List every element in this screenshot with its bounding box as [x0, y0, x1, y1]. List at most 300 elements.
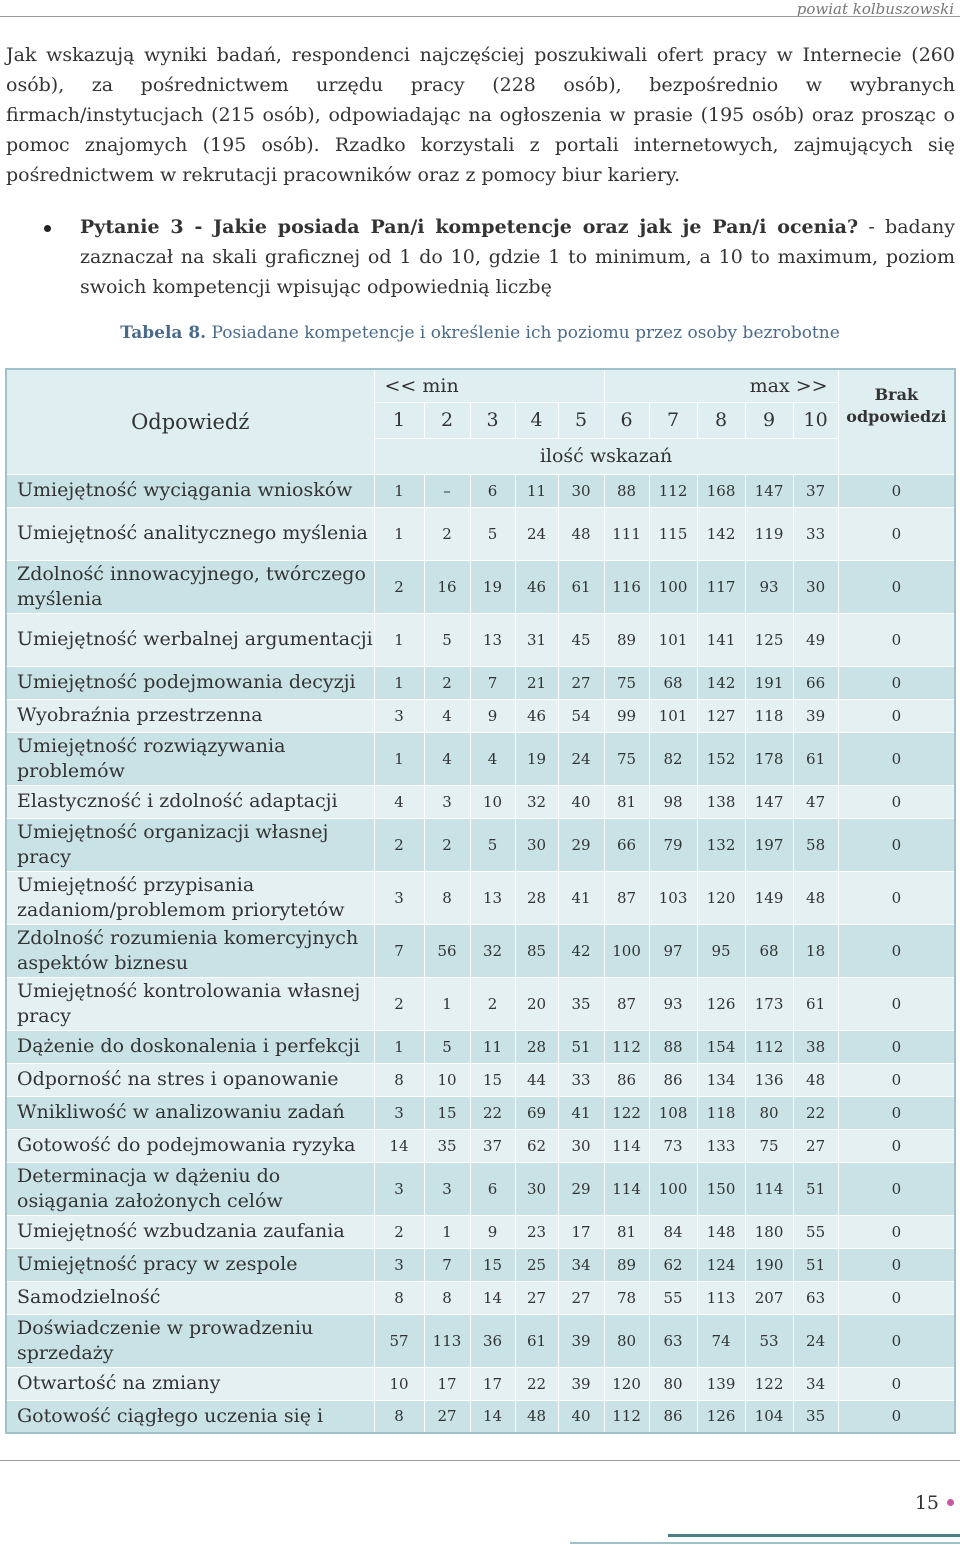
count-cell: 3: [374, 1162, 424, 1215]
row-label: Wyobraźnia przestrzenna: [6, 699, 374, 732]
count-cell: 190: [745, 1248, 793, 1281]
count-cell: 100: [649, 560, 697, 613]
count-cell: 63: [649, 1314, 697, 1367]
count-cell: 154: [697, 1030, 745, 1063]
table-caption: [0, 323, 960, 343]
count-cell: 27: [793, 1129, 838, 1162]
count-cell: 95: [697, 924, 745, 977]
count-cell: 8: [374, 1063, 424, 1096]
no-answer-cell: 0: [838, 1215, 955, 1248]
scale-header-8: 8: [697, 402, 745, 438]
no-answer-cell: 0: [838, 871, 955, 924]
header-min: << min: [374, 369, 604, 402]
table-row: [6, 871, 955, 924]
count-cell: 3: [424, 1162, 470, 1215]
count-cell: 25: [515, 1248, 558, 1281]
row-label: Gotowość ciągłego uczenia się i: [6, 1400, 374, 1433]
scale-header-5: 5: [558, 402, 604, 438]
no-answer-cell: 0: [838, 1063, 955, 1096]
count-cell: 29: [558, 1162, 604, 1215]
scale-header-3: 3: [470, 402, 515, 438]
row-label: Umiejętność kontrolowania własnej pracy: [6, 977, 374, 1030]
count-cell: 42: [558, 924, 604, 977]
count-cell: 5: [424, 613, 470, 666]
count-cell: 112: [649, 474, 697, 507]
count-cell: 35: [793, 1400, 838, 1433]
count-cell: 31: [515, 613, 558, 666]
count-cell: 75: [604, 666, 649, 699]
row-label: Umiejętność wzbudzania zaufania: [6, 1215, 374, 1248]
count-cell: 100: [604, 924, 649, 977]
count-cell: 39: [558, 1314, 604, 1367]
count-cell: 178: [745, 732, 793, 785]
count-cell: 101: [649, 699, 697, 732]
count-cell: 21: [515, 666, 558, 699]
count-cell: 14: [374, 1129, 424, 1162]
count-cell: 79: [649, 818, 697, 871]
count-cell: 2: [374, 1215, 424, 1248]
row-label: Determinacja w dążeniu do osiągania założonych celów: [6, 1162, 374, 1215]
count-cell: 24: [558, 732, 604, 785]
count-cell: 23: [515, 1215, 558, 1248]
row-label: Doświadczenie w prowadzeniu sprzedaży: [6, 1314, 374, 1367]
count-cell: 8: [374, 1400, 424, 1433]
count-cell: 34: [793, 1367, 838, 1400]
row-label: Umiejętność przypisania zadaniom/problemom priorytetów: [6, 871, 374, 924]
no-answer-cell: 0: [838, 560, 955, 613]
count-cell: 35: [424, 1129, 470, 1162]
count-cell: 1: [374, 474, 424, 507]
count-cell: 6: [470, 1162, 515, 1215]
count-cell: 148: [697, 1215, 745, 1248]
count-cell: 17: [424, 1367, 470, 1400]
count-cell: 4: [374, 785, 424, 818]
count-cell: 89: [604, 613, 649, 666]
page-dot-icon: [947, 1499, 954, 1506]
table-row: [6, 1030, 955, 1063]
count-cell: 134: [697, 1063, 745, 1096]
no-answer-cell: 0: [838, 666, 955, 699]
row-label: Zdolność innowacyjnego, twórczego myślenia: [6, 560, 374, 613]
count-cell: 142: [697, 507, 745, 560]
footer-bar-light: [570, 1542, 960, 1544]
count-cell: 10: [374, 1367, 424, 1400]
count-cell: 66: [604, 818, 649, 871]
row-label: Umiejętność pracy w zespole: [6, 1248, 374, 1281]
no-answer-cell: 0: [838, 1162, 955, 1215]
count-cell: 93: [745, 560, 793, 613]
count-cell: 55: [793, 1215, 838, 1248]
count-cell: 27: [558, 1281, 604, 1314]
scale-header-9: 9: [745, 402, 793, 438]
count-cell: 139: [697, 1367, 745, 1400]
count-cell: 142: [697, 666, 745, 699]
count-cell: 101: [649, 613, 697, 666]
count-cell: 44: [515, 1063, 558, 1096]
count-cell: 16: [424, 560, 470, 613]
footer-rule: [0, 1460, 960, 1461]
count-cell: 126: [697, 977, 745, 1030]
count-cell: 62: [649, 1248, 697, 1281]
count-cell: 100: [649, 1162, 697, 1215]
count-cell: 37: [793, 474, 838, 507]
count-cell: 11: [515, 474, 558, 507]
count-cell: 57: [374, 1314, 424, 1367]
count-cell: 3: [374, 699, 424, 732]
count-cell: 180: [745, 1215, 793, 1248]
count-cell: 34: [558, 1248, 604, 1281]
count-cell: 150: [697, 1162, 745, 1215]
count-cell: 48: [793, 871, 838, 924]
row-label: Odporność na stres i opanowanie: [6, 1063, 374, 1096]
no-answer-cell: 0: [838, 732, 955, 785]
count-cell: 28: [515, 871, 558, 924]
no-answer-cell: 0: [838, 818, 955, 871]
count-cell: 40: [558, 1400, 604, 1433]
count-cell: 41: [558, 871, 604, 924]
count-cell: 4: [424, 732, 470, 785]
header-rule: [0, 16, 960, 17]
no-answer-cell: 0: [838, 1030, 955, 1063]
count-cell: 63: [793, 1281, 838, 1314]
count-cell: 24: [793, 1314, 838, 1367]
count-cell: 126: [697, 1400, 745, 1433]
count-cell: 53: [745, 1314, 793, 1367]
no-answer-cell: 0: [838, 1400, 955, 1433]
count-cell: 73: [649, 1129, 697, 1162]
count-cell: 5: [424, 1030, 470, 1063]
count-cell: 46: [515, 699, 558, 732]
table-row: [6, 1314, 955, 1367]
count-cell: 13: [470, 871, 515, 924]
count-cell: 108: [649, 1096, 697, 1129]
header-count: ilość wskazań: [374, 438, 838, 474]
count-cell: 40: [558, 785, 604, 818]
running-header: powiat kolbuszowski: [796, 0, 954, 18]
count-cell: 33: [558, 1063, 604, 1096]
row-label: Umiejętność organizacji własnej pracy: [6, 818, 374, 871]
table-row: [6, 1129, 955, 1162]
row-label: Otwartość na zmiany: [6, 1367, 374, 1400]
count-cell: 133: [697, 1129, 745, 1162]
count-cell: 113: [424, 1314, 470, 1367]
count-cell: 7: [424, 1248, 470, 1281]
scale-header-1: 1: [374, 402, 424, 438]
row-label: Elastyczność i zdolność adaptacji: [6, 785, 374, 818]
count-cell: 15: [424, 1096, 470, 1129]
scale-header-4: 4: [515, 402, 558, 438]
count-cell: 22: [515, 1367, 558, 1400]
count-cell: 4: [424, 699, 470, 732]
count-cell: 36: [470, 1314, 515, 1367]
count-cell: 141: [697, 613, 745, 666]
count-cell: 114: [604, 1129, 649, 1162]
no-answer-cell: 0: [838, 1248, 955, 1281]
count-cell: 48: [515, 1400, 558, 1433]
count-cell: 89: [604, 1248, 649, 1281]
row-label: Umiejętność werbalnej argumentacji: [6, 613, 374, 666]
bullet-dot-icon: [44, 225, 51, 232]
no-answer-cell: 0: [838, 1129, 955, 1162]
count-cell: 112: [745, 1030, 793, 1063]
header-answer: Odpowiedź: [6, 369, 374, 474]
count-cell: 6: [470, 474, 515, 507]
count-cell: 54: [558, 699, 604, 732]
count-cell: 51: [793, 1248, 838, 1281]
count-cell: 39: [558, 1367, 604, 1400]
no-answer-cell: 0: [838, 699, 955, 732]
count-cell: 75: [745, 1129, 793, 1162]
count-cell: 120: [697, 871, 745, 924]
scale-header-2: 2: [424, 402, 470, 438]
count-cell: 74: [697, 1314, 745, 1367]
count-cell: 38: [793, 1030, 838, 1063]
count-cell: 87: [604, 871, 649, 924]
count-cell: 75: [604, 732, 649, 785]
count-cell: 138: [697, 785, 745, 818]
scale-header-6: 6: [604, 402, 649, 438]
row-label: Umiejętność analitycznego myślenia: [6, 507, 374, 560]
count-cell: 80: [649, 1367, 697, 1400]
count-cell: 19: [470, 560, 515, 613]
count-cell: 17: [470, 1367, 515, 1400]
count-cell: 20: [515, 977, 558, 1030]
count-cell: 69: [515, 1096, 558, 1129]
count-cell: 86: [649, 1063, 697, 1096]
row-label: Umiejętność rozwiązywania problemów: [6, 732, 374, 785]
count-cell: 30: [515, 818, 558, 871]
count-cell: 68: [649, 666, 697, 699]
no-answer-cell: 0: [838, 1367, 955, 1400]
count-cell: 149: [745, 871, 793, 924]
table-row: [6, 560, 955, 613]
count-cell: 30: [515, 1162, 558, 1215]
header-no-answer: Brak odpowiedzi: [838, 369, 955, 474]
count-cell: 8: [424, 1281, 470, 1314]
count-cell: 41: [558, 1096, 604, 1129]
count-cell: –: [424, 474, 470, 507]
page-number: 15: [914, 1492, 939, 1514]
scale-header-10: 10: [793, 402, 838, 438]
count-cell: 88: [604, 474, 649, 507]
caption-label: Tabela 8.: [120, 323, 207, 343]
count-cell: 7: [470, 666, 515, 699]
count-cell: 10: [470, 785, 515, 818]
count-cell: 2: [470, 977, 515, 1030]
count-cell: 48: [558, 507, 604, 560]
question-description: - badany zaznaczał na skali graficznej od 1 do 10, gdzie 1 to minimum, a 10 to maximum, poziom swoich kompetencji wpisując odpowiednią liczbę: [80, 216, 955, 298]
table-row: [6, 507, 955, 560]
header-max: max >>: [604, 369, 838, 402]
scale-header-7: 7: [649, 402, 697, 438]
count-cell: 22: [793, 1096, 838, 1129]
table-row: [6, 1063, 955, 1096]
count-cell: 122: [604, 1096, 649, 1129]
count-cell: 10: [424, 1063, 470, 1096]
count-cell: 35: [558, 977, 604, 1030]
count-cell: 32: [470, 924, 515, 977]
row-label: Wnikliwość w analizowaniu zadań: [6, 1096, 374, 1129]
count-cell: 1: [374, 613, 424, 666]
count-cell: 118: [697, 1096, 745, 1129]
table-row: [6, 785, 955, 818]
count-cell: 13: [470, 613, 515, 666]
count-cell: 2: [374, 977, 424, 1030]
count-cell: 30: [558, 1129, 604, 1162]
count-cell: 2: [424, 666, 470, 699]
table-row: [6, 1096, 955, 1129]
table-row: [6, 924, 955, 977]
table-row: [6, 732, 955, 785]
count-cell: 98: [649, 785, 697, 818]
count-cell: 9: [470, 1215, 515, 1248]
count-cell: 2: [374, 560, 424, 613]
row-label: Umiejętność podejmowania decyzji: [6, 666, 374, 699]
count-cell: 119: [745, 507, 793, 560]
count-cell: 99: [604, 699, 649, 732]
count-cell: 147: [745, 785, 793, 818]
count-cell: 5: [470, 507, 515, 560]
count-cell: 1: [374, 666, 424, 699]
no-answer-cell: 0: [838, 1314, 955, 1367]
count-cell: 147: [745, 474, 793, 507]
count-cell: 29: [558, 818, 604, 871]
count-cell: 61: [793, 977, 838, 1030]
count-cell: 27: [558, 666, 604, 699]
row-label: Samodzielność: [6, 1281, 374, 1314]
count-cell: 132: [697, 818, 745, 871]
count-cell: 120: [604, 1367, 649, 1400]
count-cell: 61: [558, 560, 604, 613]
count-cell: 30: [558, 474, 604, 507]
count-cell: 39: [793, 699, 838, 732]
count-cell: 14: [470, 1281, 515, 1314]
count-cell: 80: [604, 1314, 649, 1367]
count-cell: 3: [374, 1096, 424, 1129]
count-cell: 48: [793, 1063, 838, 1096]
count-cell: 125: [745, 613, 793, 666]
no-answer-cell: 0: [838, 507, 955, 560]
count-cell: 32: [515, 785, 558, 818]
intro-paragraph: Jak wskazują wyniki badań, respondenci najczęściej poszukiwali ofert pracy w Internecie (260 osób), za pośrednictwem urzędu pracy (228 osób), bezpośrednio w wybranych firmach/instytucjach (215 osób), odpowiadając na ogłoszenia w prasie (195 osób) oraz prosząc o pomoc znajomych (195 osób). Rzadko korzystali z portali internetowych, zajmujących się pośrednictwem w rekrutacji pracowników oraz z pomocy biur kariery.: [6, 44, 955, 186]
count-cell: 88: [649, 1030, 697, 1063]
count-cell: 49: [793, 613, 838, 666]
count-cell: 81: [604, 785, 649, 818]
table-row: [6, 1215, 955, 1248]
footer-bar: [668, 1534, 960, 1537]
table-row: [6, 699, 955, 732]
count-cell: 78: [604, 1281, 649, 1314]
count-cell: 3: [424, 785, 470, 818]
count-cell: 168: [697, 474, 745, 507]
count-cell: 15: [470, 1063, 515, 1096]
count-cell: 45: [558, 613, 604, 666]
caption-text: Posiadane kompetencje i określenie ich poziomu przez osoby bezrobotne: [206, 323, 840, 343]
count-cell: 112: [604, 1030, 649, 1063]
count-cell: 122: [745, 1367, 793, 1400]
count-cell: 3: [374, 871, 424, 924]
count-cell: 17: [558, 1215, 604, 1248]
count-cell: 103: [649, 871, 697, 924]
count-cell: 62: [515, 1129, 558, 1162]
table-row: [6, 1367, 955, 1400]
count-cell: 97: [649, 924, 697, 977]
count-cell: 8: [424, 871, 470, 924]
table-row: [6, 1281, 955, 1314]
count-cell: 1: [374, 1030, 424, 1063]
count-cell: 7: [374, 924, 424, 977]
count-cell: 3: [374, 1248, 424, 1281]
count-cell: 84: [649, 1215, 697, 1248]
count-cell: 66: [793, 666, 838, 699]
count-cell: 24: [515, 507, 558, 560]
count-cell: 114: [604, 1162, 649, 1215]
count-cell: 127: [697, 699, 745, 732]
count-cell: 173: [745, 977, 793, 1030]
count-cell: 14: [470, 1400, 515, 1433]
count-cell: 112: [604, 1400, 649, 1433]
count-cell: 1: [374, 732, 424, 785]
count-cell: 124: [697, 1248, 745, 1281]
count-cell: 58: [793, 818, 838, 871]
count-cell: 5: [470, 818, 515, 871]
row-label: Umiejętność wyciągania wniosków: [6, 474, 374, 507]
count-cell: 2: [424, 818, 470, 871]
count-cell: 115: [649, 507, 697, 560]
count-cell: 8: [374, 1281, 424, 1314]
count-cell: 1: [424, 977, 470, 1030]
table-row: [6, 1248, 955, 1281]
no-answer-cell: 0: [838, 474, 955, 507]
count-cell: 152: [697, 732, 745, 785]
table-row: [6, 1162, 955, 1215]
count-cell: 81: [604, 1215, 649, 1248]
count-cell: 51: [558, 1030, 604, 1063]
count-cell: 1: [424, 1215, 470, 1248]
count-cell: 55: [649, 1281, 697, 1314]
count-cell: 46: [515, 560, 558, 613]
count-cell: 9: [470, 699, 515, 732]
row-label: Gotowość do podejmowania ryzyka: [6, 1129, 374, 1162]
count-cell: 117: [697, 560, 745, 613]
count-cell: 2: [424, 507, 470, 560]
row-label: Dążenie do doskonalenia i perfekcji: [6, 1030, 374, 1063]
table-row: [6, 818, 955, 871]
row-label: Zdolność rozumienia komercyjnych aspektów biznesu: [6, 924, 374, 977]
count-cell: 82: [649, 732, 697, 785]
table-row: [6, 977, 955, 1030]
count-cell: 85: [515, 924, 558, 977]
table-row: [6, 1400, 955, 1433]
count-cell: 104: [745, 1400, 793, 1433]
count-cell: 116: [604, 560, 649, 613]
count-cell: 19: [515, 732, 558, 785]
count-cell: 37: [470, 1129, 515, 1162]
count-cell: 11: [470, 1030, 515, 1063]
count-cell: 118: [745, 699, 793, 732]
no-answer-cell: 0: [838, 1281, 955, 1314]
competence-table: [5, 368, 956, 1434]
no-answer-cell: 0: [838, 977, 955, 1030]
count-cell: 4: [470, 732, 515, 785]
count-cell: 15: [470, 1248, 515, 1281]
count-cell: 51: [793, 1162, 838, 1215]
count-cell: 2: [374, 818, 424, 871]
count-cell: 207: [745, 1281, 793, 1314]
count-cell: 1: [374, 507, 424, 560]
table-row: [6, 666, 955, 699]
count-cell: 191: [745, 666, 793, 699]
